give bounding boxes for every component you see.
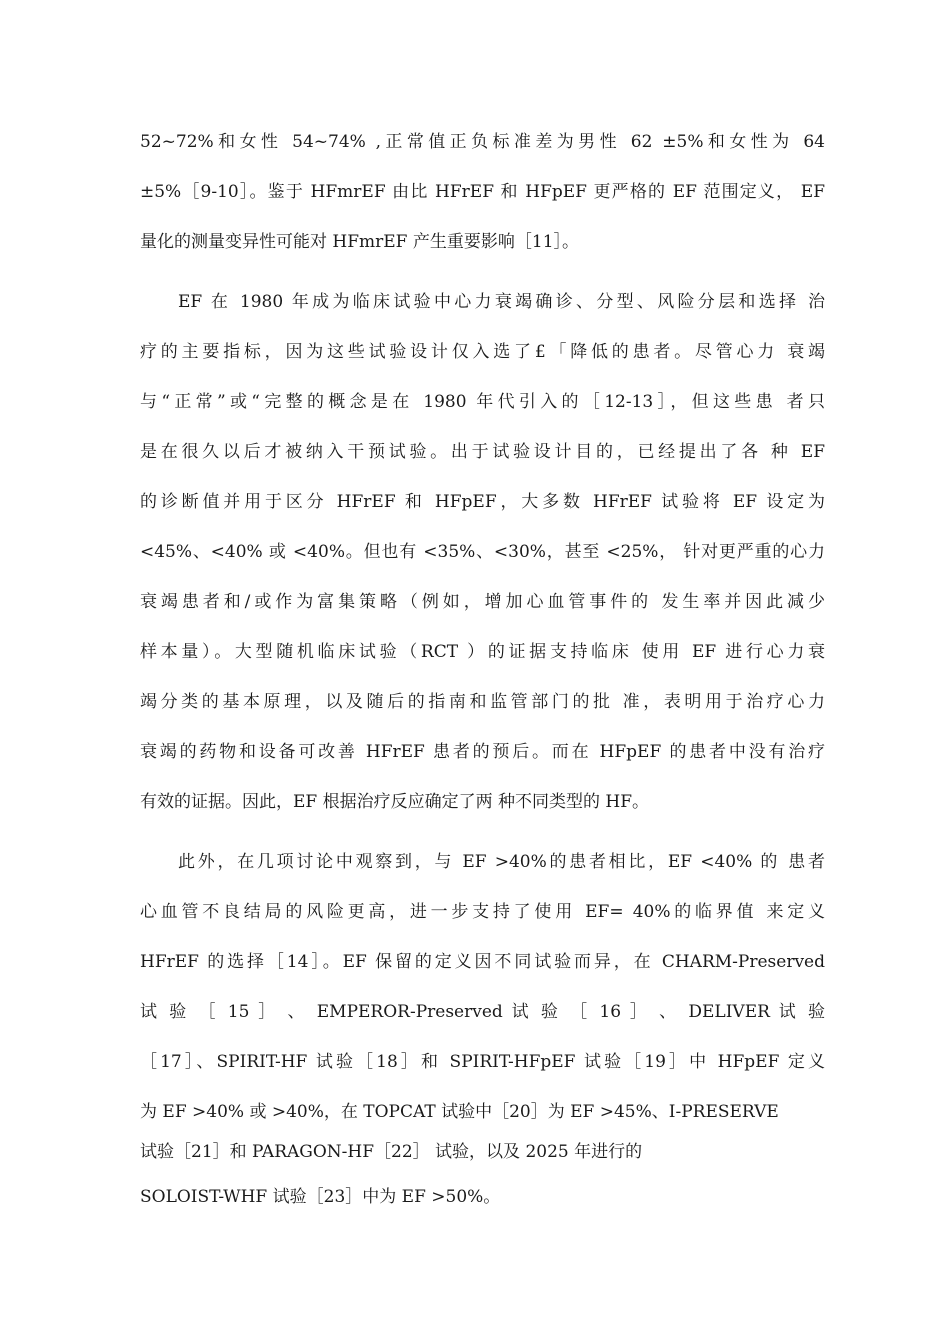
paragraph-1-line-2: ±5%［9-10］。鉴于 HFmrEF 由比 HFrEF 和 HFpEF 更严格的 EF 范围定义， EF <box>140 182 825 202</box>
paragraph-2-line-8: 样本量）。大型随机临床试验（RCT ）的证据支持临床 使用 EF 进行心力衰 <box>140 642 825 662</box>
paragraph-2-line-6: <45%、<40% 或 <40%。但也有 <35%、<30%，甚至 <25%， 针对更严重的心力 <box>140 542 825 562</box>
paragraph-2-line-11: 有效的证据。因此，EF 根据治疗反应确定了两 种不同类型的 HF。 <box>140 792 650 812</box>
paragraph-3-line-7: 试验［21］和 PARAGON-HF［22］ 试验，以及 2025 年进行的 <box>140 1142 643 1162</box>
paragraph-2-line-10: 衰竭的药物和设备可改善 HFrEF 患者的预后。而在 HFpEF 的患者中没有治疗 <box>140 742 825 762</box>
paragraph-3-line-5: ［17］、SPIRIT-HF 试验［18］和 SPIRIT-HFpEF 试验［19］中 HFpEF 定义 <box>140 1052 825 1072</box>
paragraph-2-line-3: 与“正常”或“完整的概念是在 1980 年代引入的［12-13］，但这些患 者只 <box>140 392 825 412</box>
paragraph-3-line-2: 心血管不良结局的风险更高，进一步支持了使用 EF= 40%的临界值 来定义 <box>140 902 825 922</box>
paragraph-3-line-3: HFrEF 的选择［14］。EF 保留的定义因不同试验而异，在 CHARM-Preserved <box>140 952 825 972</box>
paragraph-3-line-4: 试 验 ［ 15 ］ 、 EMPEROR-Preserved 试 验 ［ 16 ］ 、 DELIVER 试 验 <box>140 1002 825 1022</box>
paragraph-3-line-1: 此外，在几项讨论中观察到，与 EF >40%的患者相比，EF <40% 的 患者 <box>178 852 825 872</box>
paragraph-2-line-7: 衰竭患者和/或作为富集策略（例如，增加心血管事件的 发生率并因此减少 <box>140 592 825 612</box>
paragraph-1-line-3: 量化的测量变异性可能对 HFmrEF 产生重要影响［11］。 <box>140 232 580 252</box>
paragraph-2-line-9: 竭分类的基本原理，以及随后的指南和监管部门的批 准，表明用于治疗心力 <box>140 692 825 712</box>
paragraph-1-line-1: 52~72%和女性 54~74% ,正常值正负标准差为男性 62 ±5%和女性为 64 <box>140 132 825 152</box>
paragraph-2-line-1: EF 在 1980 年成为临床试验中心力衰竭确诊、分型、风险分层和选择 治 <box>178 292 825 312</box>
paragraph-2-line-5: 的诊断值并用于区分 HFrEF 和 HFpEF，大多数 HFrEF 试验将 EF 设定为 <box>140 492 825 512</box>
paragraph-3-line-8: SOLOIST-WHF 试验［23］中为 EF >50%。 <box>140 1187 501 1207</box>
paragraph-3-line-6: 为 EF >40% 或 >40%，在 TOPCAT 试验中［20］为 EF >45%、I-PRESERVE <box>140 1102 779 1122</box>
paragraph-2-line-2: 疗的主要指标，因为这些试验设计仅入选了£「降低的患者。尽管心力 衰竭 <box>140 342 825 362</box>
paragraph-2-line-4: 是在很久以后才被纳入干预试验。出于试验设计目的，已经提出了各 种 EF <box>140 442 825 462</box>
